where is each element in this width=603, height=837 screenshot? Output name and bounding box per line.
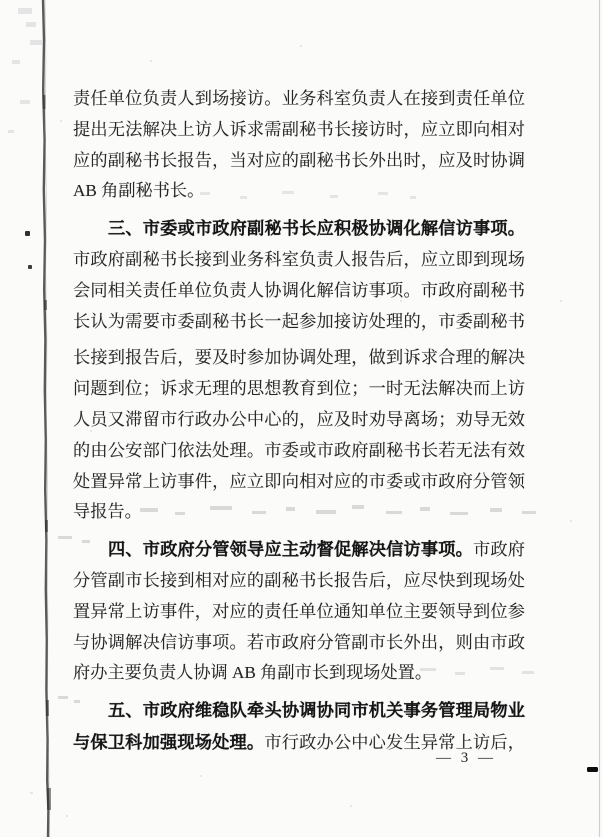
text-line [73, 436, 525, 467]
left-scan-edge-line [43, 0, 48, 837]
body-text: 市行政办公中心发生异常上访后， [264, 732, 525, 752]
ink-speck-dot-1 [25, 231, 30, 236]
text-line [73, 597, 525, 628]
body-text: 府办主要负责人协调 AB 角副市长到现场处置。 [73, 663, 433, 683]
text-line [73, 658, 525, 689]
text-line [73, 245, 525, 276]
text-line [73, 566, 525, 597]
body-text: 分管副市长接到相对应的副秘书长报告后，应尽快到现场处 [73, 570, 525, 590]
page-number: — 3 — [436, 750, 496, 766]
text-line [73, 115, 525, 146]
text-line [73, 534, 525, 566]
right-edge-tick-mark [587, 767, 598, 772]
body-text: 导报告。 [73, 502, 142, 522]
text-line [73, 176, 525, 207]
body-text: 责任单位负责人到场接访。业务科室负责人在接到责任单位 [73, 89, 525, 108]
body-text: 市政府副秘书长接到业务科室负责人报告后，应立即到现场 [73, 249, 525, 269]
text-line [73, 695, 525, 727]
document-body [73, 84, 525, 759]
text-line [73, 628, 525, 659]
section-heading-text: 五、市政府维稳队牵头协调协同市机关事务管理局物业 [108, 700, 525, 721]
text-line [73, 146, 525, 177]
text-line [73, 213, 525, 245]
text-line [73, 276, 525, 307]
body-text: 的由公安部门依法处理。市委或市政府副秘书长若无法有效 [73, 440, 525, 460]
left-scan-edge-fuzz [45, 0, 49, 837]
text-line [73, 374, 525, 405]
text-line [73, 307, 525, 338]
body-text: 问题到位；诉求无理的思想教育到位；一时无法解决而上访 [73, 379, 525, 399]
text-line [73, 467, 525, 498]
text-line [73, 405, 525, 436]
section-heading-text: 三、市委或市政府副秘书长应积极协调化解信访事项。 [108, 218, 525, 239]
ink-speck-dot-2 [28, 265, 32, 269]
body-text: 与协调解决信访事项。若市政府分管副市长外出，则由市政 [73, 632, 525, 652]
body-text: 处置异常上访事件，应立即向相对应的市委或市政府分管领 [73, 471, 525, 491]
body-text: 会同相关责任单位负责人协调化解信访事项。市政府副秘书 [73, 280, 525, 300]
left-scan-dark-blobs [43, 95, 52, 810]
body-text: 人员又滞留市行政办公中心的，应及时劝导离场；劝导无效 [73, 409, 525, 429]
text-line [73, 343, 525, 374]
body-text: 置异常上访事件，对应的责任单位通知单位主要领导到位参 [73, 601, 525, 621]
body-text: 长认为需要市委副秘书长一起参加接访处理的，市委副秘书 [73, 311, 525, 331]
body-text: 提出无法解决上访人诉求需副秘书长接访时，应立即向相对 [73, 119, 525, 139]
section-heading-text: 四、市政府分管领导应主动督促解决信访事项。 [108, 539, 474, 560]
body-text: 应的副秘书长报告，当对应的副秘书长外出时，应及时协调 [73, 150, 525, 170]
body-text: 长接到报告后，要及时参加协调处理，做到诉求合理的解决 [73, 348, 525, 368]
corner-noise [8, 8, 42, 133]
body-text: AB 角副秘书长。 [73, 181, 205, 201]
text-line [73, 84, 525, 115]
body-text: 市政府 [473, 540, 525, 560]
section-heading-text: 与保卫科加强现场处理。 [73, 731, 265, 752]
text-line [73, 497, 525, 528]
